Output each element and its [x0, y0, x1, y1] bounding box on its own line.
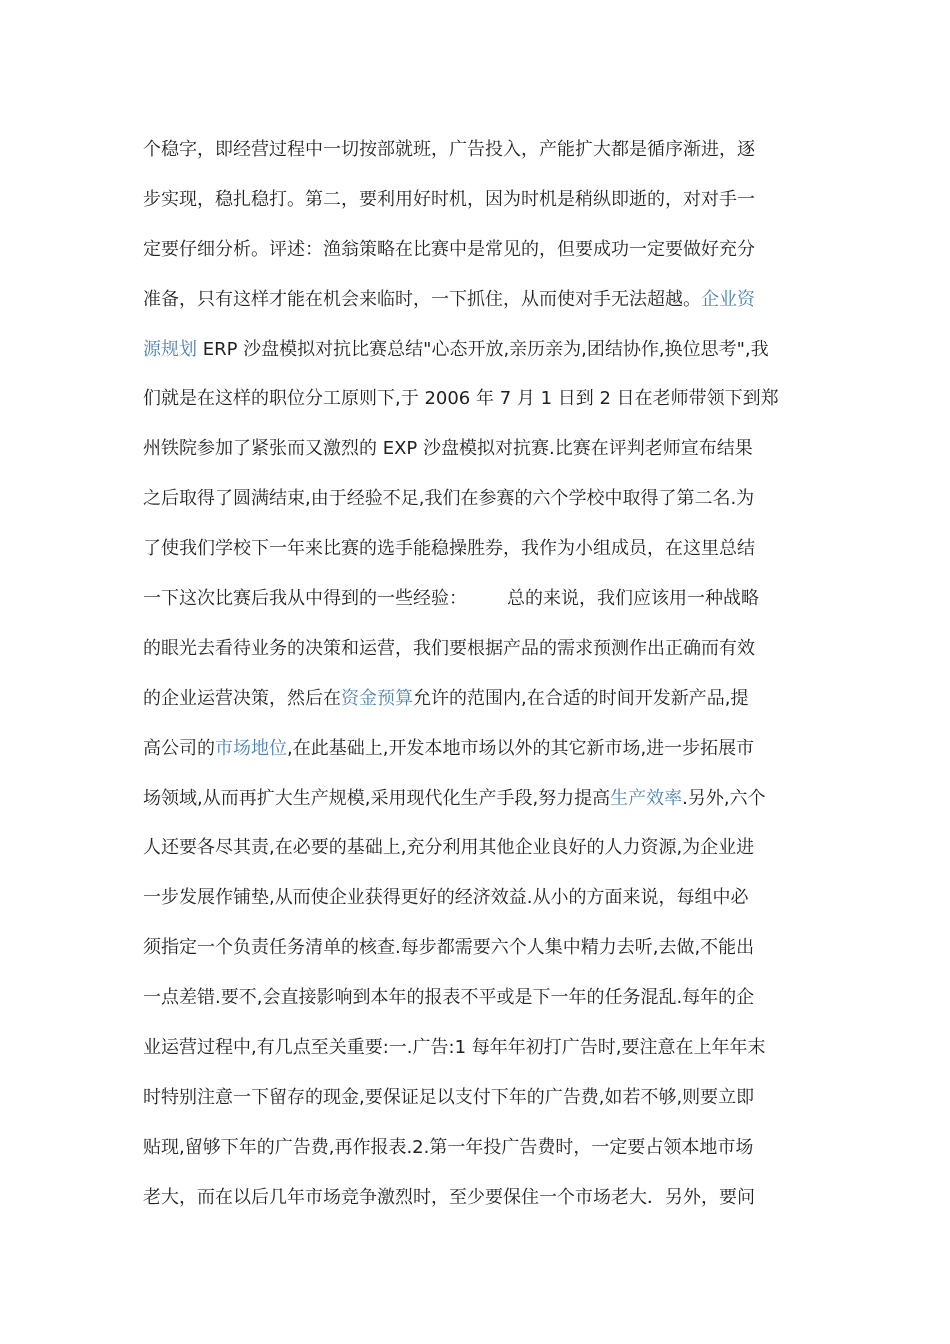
text-segment: 老大，而在以后几年市场竞争激烈时，至少要保住一个市场老大．另外，要问 — [143, 1186, 755, 1208]
text-segment: 高公司的 — [143, 737, 215, 759]
text-line — [143, 1023, 808, 1073]
text-segment: 人还要各尽其责,在必要的基础上,充分利用其他企业良好的人力资源,为企业进 — [143, 837, 755, 859]
text-segment: ERP 沙盘模拟对抗比赛总结"心态开放,亲历亲为,团结协作,换位思考",我 — [197, 338, 769, 360]
text-segment: 步实现，稳扎稳打。第二，要利用好时机，因为时机是稍纵即逝的，对对手一 — [143, 188, 755, 210]
text-line — [143, 724, 808, 774]
text-segment: 须指定一个负责任务清单的核查.每步都需要六个人集中精力去听,去做,不能出 — [143, 937, 755, 959]
text-line — [143, 275, 808, 325]
text-line — [143, 923, 808, 973]
text-segment: 一步发展作铺垫,从而使企业获得更好的经济效益.从小的方面来说，每组中必 — [143, 887, 749, 909]
text-line — [143, 674, 808, 724]
text-line — [143, 973, 808, 1023]
text-line — [143, 524, 808, 574]
inline-link[interactable]: 市场地位 — [215, 737, 287, 759]
text-segment: 个稳字，即经营过程中一切按部就班，广告投入，产能扩大都是循序渐进，逐 — [143, 139, 755, 160]
text-segment: ,在此基础上,开发本地市场以外的其它新市场,进一步拓展市 — [287, 737, 755, 759]
text-segment: 的企业运营决策，然后在 — [143, 687, 341, 709]
text-line — [143, 1073, 808, 1123]
document-body — [143, 125, 808, 1223]
text-line — [143, 374, 808, 424]
text-line — [143, 574, 808, 624]
text-segment: 的眼光去看待业务的决策和运营，我们要根据产品的需求预测作出正确而有效 — [143, 637, 755, 659]
inline-link[interactable]: 企业资 — [701, 288, 755, 310]
text-line — [143, 1123, 808, 1173]
text-line — [143, 424, 808, 474]
text-line — [143, 1173, 808, 1223]
text-segment: 允许的范围内,在合适的时间开发新产品,提 — [413, 687, 749, 709]
text-segment: 之后取得了圆满结束,由于经验不足,我们在参赛的六个学校中取得了第二名.为 — [143, 488, 755, 510]
text-line — [143, 624, 808, 674]
inline-link[interactable]: 源规划 — [143, 338, 197, 360]
text-line — [143, 225, 808, 275]
text-segment: 准备，只有这样才能在机会来临时，一下抓住，从而使对手无法超越。 — [143, 288, 701, 310]
text-segment: 了使我们学校下一年来比赛的选手能稳操胜券，我作为小组成员，在这里总结 — [143, 538, 755, 560]
inline-link[interactable]: 资金预算 — [341, 687, 413, 709]
text-segment: 定要仔细分析。评述：渔翁策略在比赛中是常见的，但要成功一定要做好充分 — [143, 238, 755, 260]
text-segment: 州铁院参加了紧张而又激烈的 EXP 沙盘模拟对抗赛.比赛在评判老师宣布结果 — [143, 438, 753, 460]
text-segment: .另外,六个 — [682, 787, 766, 809]
inline-link[interactable]: 生产效率 — [610, 787, 683, 809]
text-segment: 贴现,留够下年的广告费,再作报表.2.第一年投广告费时，一定要占领本地市场 — [143, 1136, 754, 1158]
text-segment: 时特别注意一下留存的现金,要保证足以支付下年的广告费,如若不够,则要立即 — [143, 1086, 755, 1108]
text-line — [143, 325, 808, 375]
text-line — [143, 774, 808, 824]
text-segment: 一下这次比赛后我从中得到的一些经验： — [143, 588, 467, 610]
text-line — [143, 125, 808, 175]
text-line — [143, 175, 808, 225]
text-segment: 场领域,从而再扩大生产规模,采用现代化生产手段,努力提高 — [143, 787, 611, 809]
text-line — [143, 823, 808, 873]
text-line — [143, 873, 808, 923]
text-segment: 业运营过程中,有几点至关重要:一.广告:1 每年年初打广告时,要注意在上年年末 — [143, 1037, 766, 1059]
text-segment: 总的来说，我们应该用一种战略 — [507, 588, 759, 610]
text-segment: 一点差错.要不,会直接影响到本年的报表不平或是下一年的任务混乱.每年的企 — [143, 987, 755, 1009]
text-line — [143, 474, 808, 524]
text-segment: 们就是在这样的职位分工原则下,于 2006 年 7 月 1 日到 2 日在老师带领下到郑 — [143, 388, 779, 410]
